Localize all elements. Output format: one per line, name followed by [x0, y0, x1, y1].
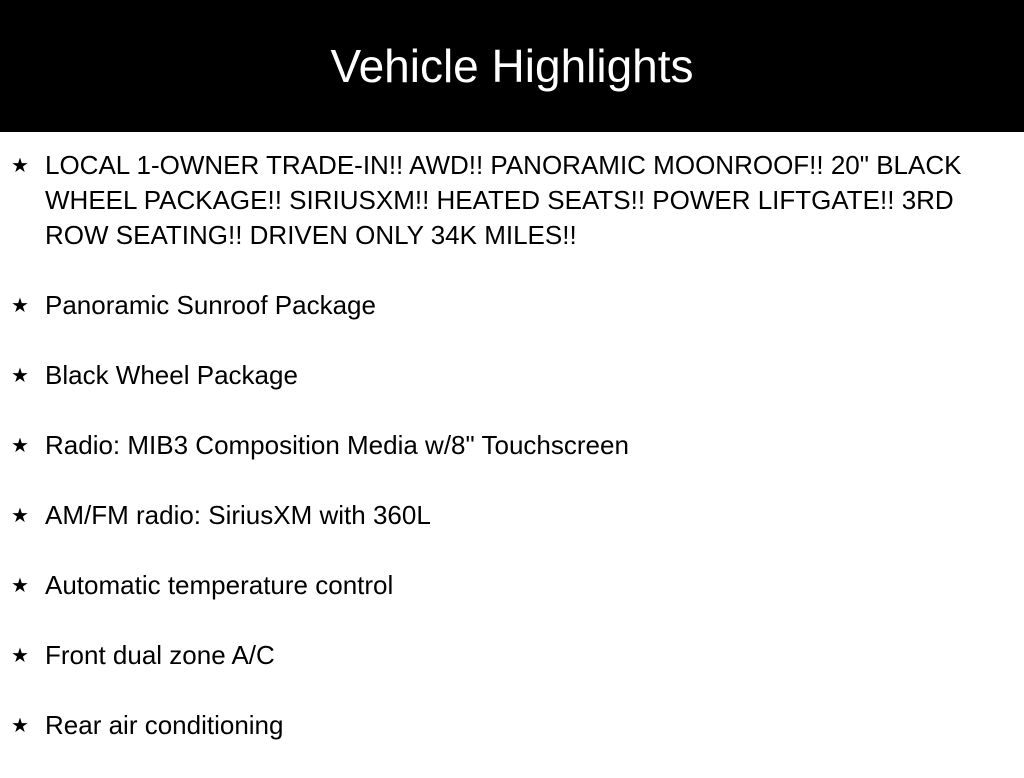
list-item-text: Radio: MIB3 Composition Media w/8" Touchscreen [45, 430, 629, 460]
list-item [0, 358, 1024, 393]
list-item-text: Rear air conditioning [45, 710, 284, 740]
list-item-text: Panoramic Sunroof Package [45, 290, 376, 320]
list-item [0, 148, 1024, 253]
list-item [0, 288, 1024, 323]
star-icon: ★ [11, 643, 29, 667]
list-item [0, 568, 1024, 603]
list-item-text: Automatic temperature control [45, 570, 394, 600]
list-item [0, 498, 1024, 533]
highlights-list [0, 148, 1024, 778]
list-item-text: AM/FM radio: SiriusXM with 360L [45, 500, 431, 530]
list-item [0, 638, 1024, 673]
list-item [0, 428, 1024, 463]
list-item-text: Black Wheel Package [45, 360, 298, 390]
title-bar [0, 0, 1024, 132]
star-icon: ★ [11, 503, 29, 527]
list-item [0, 708, 1024, 743]
star-icon: ★ [11, 713, 29, 737]
star-icon: ★ [11, 573, 29, 597]
star-icon: ★ [11, 363, 29, 387]
star-icon: ★ [11, 293, 29, 317]
star-icon: ★ [11, 153, 29, 177]
list-item-text: Front dual zone A/C [45, 640, 275, 670]
list-item-text: LOCAL 1-OWNER TRADE-IN!! AWD!! PANORAMIC MOONROOF!! 20" BLACK WHEEL PACKAGE!! SIRIUSXM!! HEATED SEATS!! POWER LIFTGATE!! 3RD ROW SEATING!! DRIVEN ONLY 34K MILES!! [45, 150, 962, 250]
page-title: Vehicle Highlights [330, 40, 694, 92]
star-icon: ★ [11, 433, 29, 457]
